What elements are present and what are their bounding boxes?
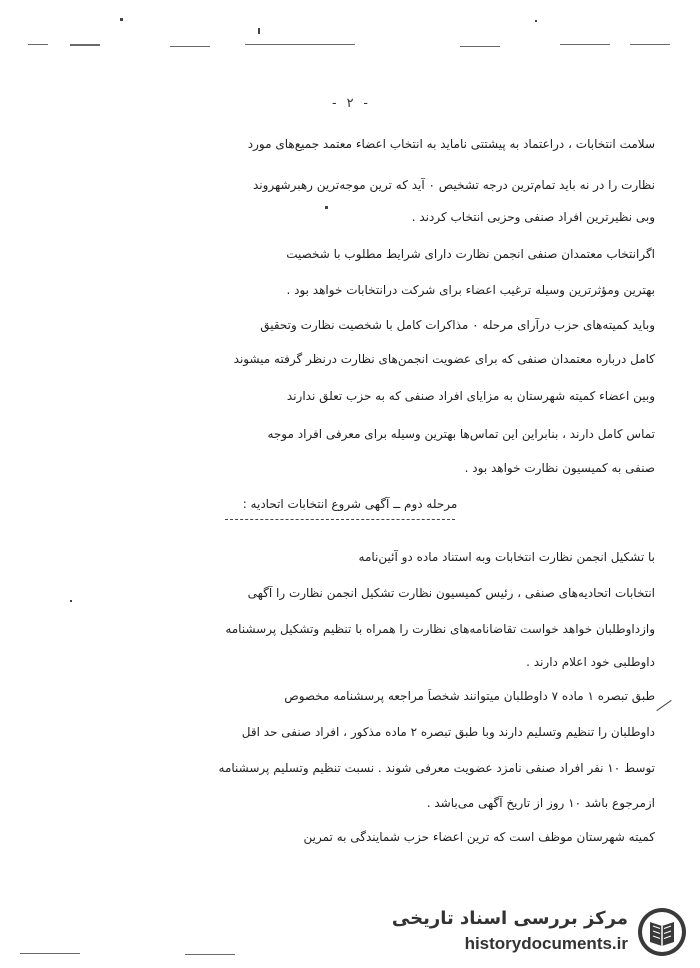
page-number: - ۲ - — [330, 96, 370, 111]
text-line: تماس کامل دارند ، بنابراین این تماس‌ها بهترین وسیله برای معرفی افراد موجه — [267, 427, 655, 441]
watermark-url: historydocuments.ir — [464, 934, 628, 953]
text-line: بهترین ومؤثرترین وسیله ترغیب اعضاء برای شرکت درانتخابات خواهد بود . — [286, 283, 655, 297]
text-line: کامل درباره معتمدان صنفی که برای عضویت انجمن‌های نظارت درنظر گرفته میشوند — [233, 352, 655, 366]
scan-edge-mark — [70, 44, 100, 46]
text-line: وبین اعضاء کمیته شهرستان به مزایای افراد صنفی که به حزب تعلق ندارند — [286, 389, 655, 403]
scan-edge-mark — [630, 44, 670, 45]
scan-speck — [656, 700, 671, 711]
text-line: صنفی به کمیسیون نظارت خواهد بود . — [464, 461, 655, 475]
scan-speck — [535, 20, 537, 22]
text-line: نظارت را در نه باید تمام‌ترین درجه تشخیص ۰ آید که ترین موجه‌ترین رهبرشهروند — [252, 178, 655, 192]
text-line: انتخابات اتحادیه‌های صنفی ، رئیس کمیسیون نظارت تشکیل انجمن نظارت را آگهی — [247, 586, 655, 600]
text-line: با تشکیل انجمن نظارت انتخابات وبه استناد ماده دو آئین‌نامه — [358, 550, 655, 564]
text-line: وبی نظیرترین افراد صنفی وحزبی انتخاب کردند . — [411, 210, 655, 224]
scan-speck — [325, 206, 328, 209]
watermark — [391, 904, 688, 960]
text-line: داوطلبان را تنظیم وتسلیم دارند وبا طبق تبصره ۲ ماده مذکور ، افراد صنفی حد اقل — [241, 725, 655, 739]
scan-edge-mark — [245, 44, 355, 45]
text-line: توسط ۱۰ نفر افراد صنفی نامزد عضویت معرفی شوند . نسبت تنظیم وتسلیم پرسشنامه — [218, 761, 655, 775]
section-heading: مرحله دوم ــ آگهی شروع انتخابات اتحادیه : — [242, 497, 458, 511]
scan-edge-mark — [20, 953, 80, 954]
scan-speck — [258, 28, 260, 34]
scan-speck — [70, 600, 72, 602]
scan-speck — [120, 18, 123, 21]
text-line: کمیته شهرستان موظف است که ترین اعضاء حزب شمایندگی به تمرین — [303, 830, 655, 844]
heading-underline — [225, 519, 455, 520]
book-logo-icon — [636, 906, 688, 958]
scan-edge-mark — [170, 46, 210, 47]
text-line: اگرانتخاب معتمدان صنفی انجمن نظارت دارای شرایط مطلوب با شخصیت — [286, 247, 655, 261]
text-line: سلامت انتخابات ، دراعتماد به پیشتتی ناماید به انتخاب اعضاء معتمد جمیع‌های مورد — [247, 137, 655, 151]
text-line: ازمرجوع باشد ۱۰ روز از تاریخ آگهی می‌باشد . — [426, 796, 655, 810]
text-line: طبق تبصره ۱ ماده ۷ داوطلبان میتوانند شخصاً مراجعه پرسشنامه مخصوص — [284, 689, 655, 703]
scan-edge-mark — [560, 44, 610, 45]
watermark-title: مرکز بررسی اسناد تاریخی — [391, 908, 628, 929]
text-line: داوطلبی خود اعلام دارند . — [526, 655, 655, 669]
text-line: وازداوطلبان خواهد خواست تقاضانامه‌های نظارت را همراه با تنظیم وتشکیل پرسشنامه — [225, 622, 655, 636]
scan-edge-mark — [28, 44, 48, 45]
scan-edge-mark — [185, 954, 235, 955]
text-line: وباید کمیته‌های حزب درآرای مرحله ۰ مذاکرات کامل با شخصیت نظارت وتحقیق — [260, 318, 655, 332]
scan-edge-mark — [460, 46, 500, 47]
